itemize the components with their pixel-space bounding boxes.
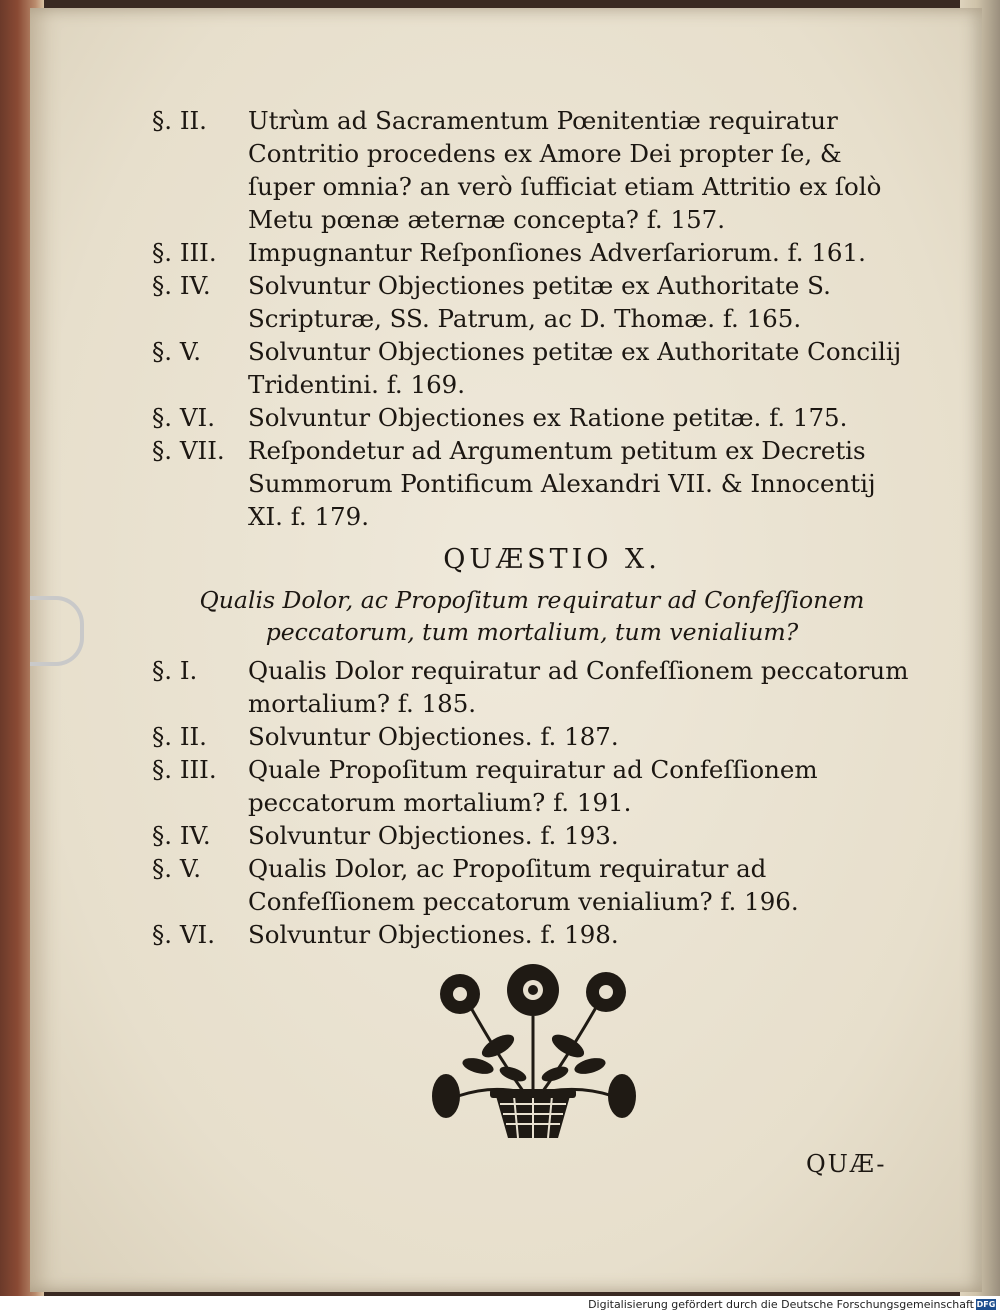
entry-text: Utrùm ad Sacramentum Pœnitentiæ requiratur Contritio procedens ex Amore Dei propter ſe, & ſuper omnia? an verò ſufficiat etiam Attritio ex ſolò Metu pœnæ æternæ concepta? f. 157. (248, 106, 882, 234)
toc-entry (152, 236, 912, 269)
question-heading: Qualis Dolor, ac Propoſitum requiratur ad Confeſſionem peccatorum, tum mortalium, tum venialium? (199, 586, 865, 646)
entry-text: Reſpondetur ad Argumentum petitum ex Decretis Summorum Pontificum Alexandri VII. & Innocentij XI. f. 179. (248, 436, 876, 531)
section-number: §. III. (152, 755, 217, 784)
toc-entry (152, 401, 912, 434)
section-number: §. VII. (152, 436, 225, 465)
section-number: §. I. (152, 656, 198, 685)
section-number: §. V. (152, 337, 202, 366)
section-number: §. IV. (152, 821, 211, 850)
table-of-contents (152, 104, 912, 951)
entry-text: Solvuntur Objectiones ex Ratione petitæ. f. 175. (248, 403, 848, 432)
toc-entry (152, 269, 912, 335)
entries-after (152, 654, 912, 951)
toc-entry (152, 819, 912, 852)
entry-text: Impugnantur Reſponſiones Adverſariorum. f. 161. (248, 238, 866, 267)
section-number: §. IV. (152, 271, 211, 300)
flower-basket-ornament (418, 946, 648, 1146)
entry-text: Qualis Dolor, ac Propoſitum requiratur ad Confeſſionem peccatorum venialium? f. 196. (248, 854, 799, 916)
entry-text: Solvuntur Objectiones petitæ ex Authoritate S. Scripturæ, SS. Patrum, ac D. Thomæ. f. 165. (248, 271, 831, 333)
section-number: §. II. (152, 722, 207, 751)
page-clip (30, 596, 84, 666)
entry-text: Solvuntur Objectiones. f. 187. (248, 722, 619, 751)
entry-text: Solvuntur Objectiones petitæ ex Authoritate Concilij Tridentini. f. 169. (248, 337, 902, 399)
toc-entry (152, 335, 912, 401)
toc-entry (152, 434, 912, 533)
section-title: QUÆSTIO X. (443, 544, 661, 575)
entry-text: Solvuntur Objectiones. f. 193. (248, 821, 619, 850)
section-number: §. II. (152, 106, 207, 135)
entry-text: Qualis Dolor requiratur ad Confeſſionem peccatorum mortalium? f. 185. (248, 656, 909, 718)
toc-entry (152, 720, 912, 753)
section-number: §. VI. (152, 920, 215, 949)
section-number: §. III. (152, 238, 217, 267)
entry-text: Solvuntur Objectiones. f. 198. (248, 920, 619, 949)
toc-entry (152, 104, 912, 236)
entries-before (152, 104, 912, 533)
section-number: §. VI. (152, 403, 215, 432)
section-number: §. V. (152, 854, 202, 883)
catchword: QUÆ- (806, 1150, 887, 1178)
footer-credit: Digitalisierung gefördert durch die Deutsche Forschungsgemeinschaft (588, 1298, 974, 1311)
toc-entry (152, 654, 912, 720)
entry-text: Quale Propoſitum requiratur ad Confeſſionem peccatorum mortalium? f. 191. (248, 755, 818, 817)
dfg-logo: DFG (976, 1300, 996, 1309)
toc-entry (152, 852, 912, 918)
toc-entry (152, 753, 912, 819)
